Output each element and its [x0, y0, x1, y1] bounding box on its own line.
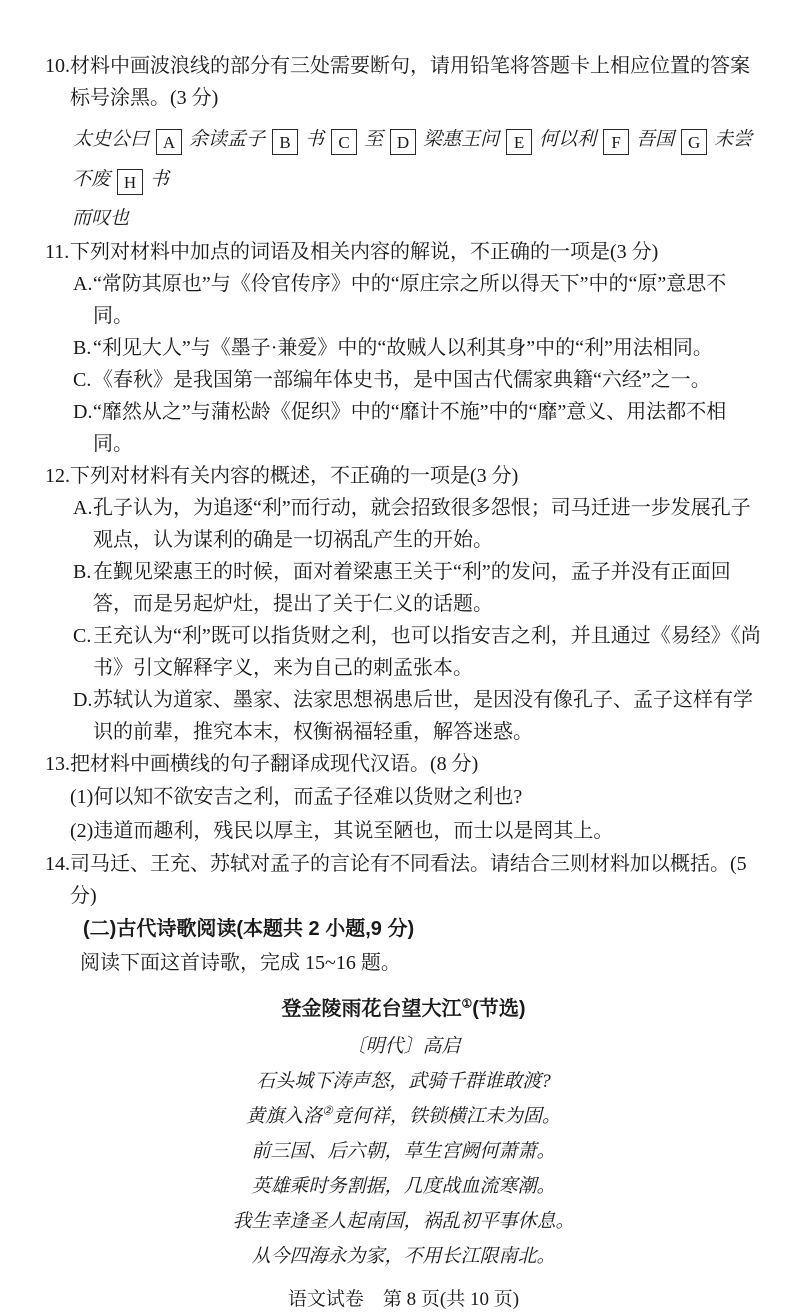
answer-box-b: B — [272, 129, 298, 155]
poem-title-suffix: (节选) — [472, 998, 526, 1020]
sentence-tail: 而叹也 — [72, 208, 130, 229]
answer-box-c: C — [331, 129, 357, 155]
question-11-stem: 下列对材料中加点的词语及相关内容的解说，不正确的一项是(3 分) — [70, 241, 659, 263]
question-14-stem: 司马迁、王充、苏轼对孟子的言论有不同看法。请结合三则材料加以概括。(5 分) — [70, 853, 747, 907]
poem-line-text: 我生幸逢圣人起南国，祸乱初平事休息。 — [232, 1211, 575, 1232]
question-13-stem: 把材料中画横线的句子翻译成现代汉语。(8 分) — [70, 753, 479, 775]
sentence-segment: 书 — [305, 129, 325, 150]
question-12-stem: 下列对材料有关内容的概述，不正确的一项是(3 分) — [70, 465, 519, 487]
option-label: C. — [73, 625, 92, 647]
question-11-number: 11. — [45, 241, 70, 263]
option-text: 在觐见梁惠王的时候，面对着梁惠王关于“利”的发问，孟子并没有正面回答，而是另起炉灶，提出了关于仁义的话题。 — [93, 561, 731, 615]
question-10-break-sentence — [72, 120, 762, 200]
poem-line — [45, 1099, 762, 1134]
question-10 — [45, 50, 762, 236]
answer-box-f: F — [603, 129, 629, 155]
option-label: C. — [73, 369, 92, 391]
poem-line-text: 英雄乘时务割据，几度战血流寒潮。 — [251, 1176, 556, 1197]
poem-line-text: 石头城下涛声怒，武骑千群谁敢渡? — [256, 1071, 551, 1092]
question-12-option-d — [73, 684, 762, 748]
poem-line-text: 黄旗入洛 — [246, 1106, 323, 1127]
poem-line-text: 前三国、后六朝，草生宫阙何萧萧。 — [251, 1141, 556, 1162]
answer-box-e: E — [506, 129, 532, 155]
sentence-segment: 何以利 — [539, 129, 597, 150]
question-11-option-a — [73, 268, 762, 332]
question-12-option-c — [73, 620, 762, 684]
poem-line — [45, 1064, 762, 1099]
option-label: D. — [73, 401, 93, 423]
option-label: B. — [73, 561, 92, 583]
answer-box-g: G — [681, 129, 707, 155]
option-label: A. — [73, 497, 93, 519]
question-11 — [45, 236, 762, 460]
question-13-item-1: (1)何以知不欲安吉之利，而孟子径难以货财之利也? — [70, 786, 523, 808]
poem-title-text: 登金陵雨花台望大江 — [281, 998, 462, 1020]
answer-box-h: H — [117, 169, 143, 195]
option-label: D. — [73, 689, 93, 711]
poem-line — [45, 1204, 762, 1239]
section-2-intro: 阅读下面这首诗歌，完成 15~16 题。 — [80, 952, 401, 974]
question-13-item-2: (2)违道而趣利，残民以厚主，其说至陋也，而士以是罔其上。 — [70, 820, 614, 842]
question-11-option-c — [73, 364, 762, 396]
question-12 — [45, 460, 762, 748]
poem-block — [45, 992, 762, 1274]
sentence-segment: 梁惠王问 — [423, 129, 500, 150]
sentence-segment: 吾国 — [636, 129, 675, 150]
answer-box-d: D — [390, 129, 416, 155]
sentence-segment: 余读孟子 — [189, 129, 266, 150]
sentence-segment: 未尝不废 — [72, 129, 753, 190]
poem-line — [45, 1134, 762, 1169]
question-12-option-a — [73, 492, 762, 556]
poem-line-text: 从今四海永为家，不用长江限南北。 — [251, 1246, 556, 1267]
option-text: 王充认为“利”既可以指货财之利，也可以指安吉之利，并且通过《易经》《尚书》引文解释字义，来为自己的刺孟张本。 — [93, 625, 761, 679]
sentence-segment: 书 — [150, 169, 170, 190]
sentence-segment: 至 — [364, 129, 384, 150]
question-13-number: 13. — [45, 753, 70, 775]
poem-title — [45, 992, 762, 1026]
sentence-segment: 太史公曰 — [73, 129, 150, 150]
option-text: 《春秋》是我国第一部编年体史书，是中国古代儒家典籍“六经”之一。 — [93, 369, 711, 391]
question-11-option-d — [73, 396, 762, 460]
option-label: B. — [73, 337, 92, 359]
question-12-option-b — [73, 556, 762, 620]
question-10-number: 10. — [45, 55, 70, 77]
option-text: “靡然从之”与蒲松龄《促织》中的“靡计不施”中的“靡”意义、用法都不相同。 — [93, 401, 727, 455]
question-10-stem: 材料中画波浪线的部分有三处需要断句，请用铅笔将答题卡上相应位置的答案标号涂黑。(3 分) — [70, 55, 750, 109]
option-text: “利见大人”与《墨子·兼爱》中的“故贼人以利其身”中的“利”用法相同。 — [93, 337, 713, 359]
footnote-marker-2: ② — [322, 1103, 333, 1118]
question-12-number: 12. — [45, 465, 70, 487]
option-label: A. — [73, 273, 93, 295]
page-footer: 语文试卷 第 8 页(共 10 页) — [287, 1289, 520, 1310]
option-text: 苏轼认为道家、墨家、法家思想祸患后世，是因没有像孔子、孟子这样有学识的前辈，推究本末，权衡祸福轻重，解答迷惑。 — [93, 689, 753, 743]
question-14 — [45, 848, 762, 912]
question-11-option-b — [73, 332, 762, 364]
poem-line-text: 竟何祥，铁锁横江未为固。 — [332, 1106, 561, 1127]
poem-author: 〔明代〕高启 — [346, 1036, 461, 1057]
option-text: “常防其原也”与《伶官传序》中的“原庄宗之所以得天下”中的“原”意思不同。 — [93, 273, 727, 327]
poem-line — [45, 1239, 762, 1274]
footnote-marker-1: ① — [461, 996, 473, 1011]
section-2-header: (二)古代诗歌阅读(本题共 2 小题,9 分) — [83, 918, 415, 940]
option-text: 孔子认为，为追逐“利”而行动，就会招致很多怨恨；司马迁进一步发展孔子观点，认为谋利的确是一切祸乱产生的开始。 — [93, 497, 751, 551]
question-13 — [45, 748, 762, 848]
question-14-number: 14. — [45, 853, 70, 875]
answer-box-a: A — [156, 129, 182, 155]
